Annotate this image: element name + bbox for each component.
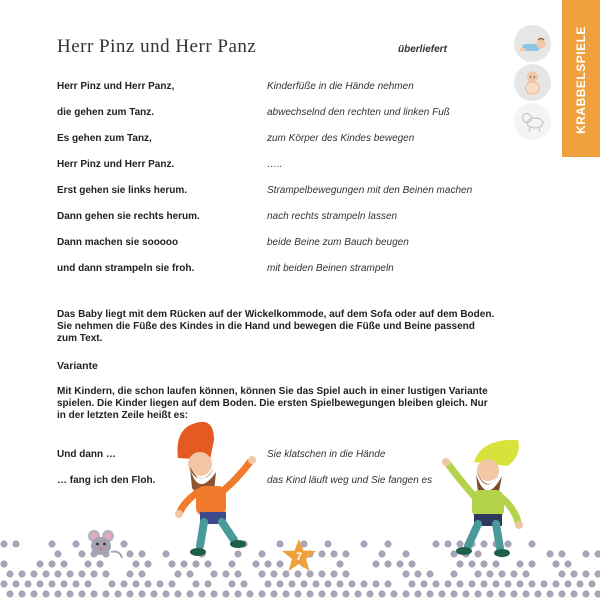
ground-dot [342,590,349,597]
ground-dot [318,590,325,597]
ground-dot [210,590,217,597]
ground-dot [282,590,289,597]
ground-dot [234,570,241,577]
ground-dot [402,550,409,557]
ground-dot [54,570,61,577]
ground-dot [378,550,385,557]
ground-dot [426,570,433,577]
ground-dot [12,540,19,547]
section-tab-label: KRABBELSPIELE [574,26,588,134]
ground-dot [402,570,409,577]
ground-dot [450,590,457,597]
ground-dot [138,590,145,597]
ground-dot [516,580,523,587]
variant-paragraph: Mit Kindern, die schon laufen können, können Sie das Spiel auch in einer lustigen Variante spielen. Die Kinder liegen auf dem Boden. Die ersten Spielbewegungen bleiben gleich. Nur in der letzten Zeile heißt es: [57,386,488,421]
ground-dot [264,560,271,567]
ground-dot [330,590,337,597]
ground-dot [72,580,79,587]
ground-dot [228,580,235,587]
ground-dot [60,580,67,587]
ground-dot [288,580,295,587]
ground-dot [420,580,427,587]
ground-dot [66,590,73,597]
verse-action: Strampelbewegungen mit den Beinen machen [267,185,473,196]
ground-dot [78,590,85,597]
ground-dot [156,580,163,587]
ground-dot [270,570,277,577]
baby-lying-icon [514,25,551,62]
ground-dot [234,590,241,597]
ground-dot [408,580,415,587]
ground-dot [90,570,97,577]
ground-dot [558,570,565,577]
ground-dot [48,540,55,547]
intro-paragraph: Das Baby liegt mit dem Rücken auf der Wickelkommode, auf dem Sofa oder auf dem Boden. Sie nehmen die Füße des Kindes in die Hand und bewegen die Füße und Beine passend zum Text. [57,309,495,344]
ground-dot [30,590,37,597]
ground-dot [54,550,61,557]
verse-action: Kinderfüße in die Hände nehmen [267,81,414,92]
ground-dot [546,590,553,597]
ground-dot [366,590,373,597]
gnome-red-hat-illustration [170,418,260,568]
ground-dot [318,550,325,557]
ground-dot [132,580,139,587]
ground-dot [450,570,457,577]
ground-dot [174,570,181,577]
ground-dot [582,570,589,577]
ground-dot [144,580,151,587]
ground-dot [354,590,361,597]
verse-action: nach rechts strampeln lassen [267,211,398,222]
page-title: Herr Pinz und Herr Panz [57,36,257,57]
page-subtitle: überliefert [398,44,447,55]
ground-dot [186,570,193,577]
ground-dot [258,570,265,577]
ground-dot [90,590,97,597]
ground-dot [396,560,403,567]
ground-dot [468,580,475,587]
variant-action: das Kind läuft weg und Sie fangen es [267,475,433,486]
ground-dot [66,570,73,577]
variant-action: Sie klatschen in die Hände [267,449,386,460]
ground-dot [582,550,589,557]
ground-dot [162,590,169,597]
ground-dot [540,580,547,587]
ground-dot [480,580,487,587]
ground-dot [192,580,199,587]
ground-dot [174,590,181,597]
ground-dot [582,590,589,597]
ground-dot [246,590,253,597]
ground-dot [360,580,367,587]
verse-action: zum Körper des Kindes bewegen [267,133,415,144]
ground-dot [408,560,415,567]
ground-dot [36,580,43,587]
verse-line: Herr Pinz und Herr Panz. [57,159,175,170]
ground-dot [18,570,25,577]
ground-dot [528,560,535,567]
verse-line: die gehen zum Tanz. [57,107,155,118]
ground-dot [48,560,55,567]
ground-dot [306,590,313,597]
ground-dot [594,590,600,597]
ground-dot [240,580,247,587]
ground-dot [72,540,79,547]
ground-dot [270,590,277,597]
ground-dot [144,560,151,567]
ground-dot [594,550,600,557]
verse-line: Dann gehen sie rechts herum. [57,211,200,222]
ground-dot [0,580,7,587]
ground-dot [60,560,67,567]
ground-dot [474,570,481,577]
ground-dot [576,580,583,587]
ground-dot [12,580,19,587]
verse-action: ….. [267,159,283,170]
ground-dot [474,590,481,597]
baby-sitting-icon [514,64,551,101]
ground-dot [258,590,265,597]
ground-dot [348,580,355,587]
ground-dot [336,580,343,587]
ground-dot [102,570,109,577]
page-number: 7 [295,551,303,563]
ground-dot [372,580,379,587]
ground-dot [390,590,397,597]
ground-dot [120,580,127,587]
ground-dot [552,560,559,567]
ground-dot [18,590,25,597]
baby-crawling-icon [514,103,551,140]
ground-dot [522,590,529,597]
verse-action: mit beiden Beinen strampeln [267,263,394,274]
ground-dot [486,590,493,597]
ground-dot [486,570,493,577]
ground-dot [564,560,571,567]
ground-dot [324,540,331,547]
ground-dot [384,580,391,587]
ground-dot [78,570,85,577]
ground-dot [570,570,577,577]
ground-dot [114,590,121,597]
variant-line: … fang ich den Floh. [57,475,156,486]
ground-dot [384,560,391,567]
ground-dot [432,580,439,587]
ground-dot [204,580,211,587]
ground-dot [132,560,139,567]
ground-dot [168,580,175,587]
verse-line: und dann strampeln sie froh. [57,263,195,274]
ground-dot [528,580,535,587]
ground-dot [456,580,463,587]
variant-line: Und dann … [57,449,116,460]
ground-dot [498,590,505,597]
ground-dot [138,550,145,557]
ground-dot [48,580,55,587]
ground-dot [84,580,91,587]
ground-dot [510,590,517,597]
ground-dot [300,580,307,587]
ground-dot [504,580,511,587]
ground-dot [384,540,391,547]
ground-dot [546,550,553,557]
ground-dot [264,580,271,587]
verse-line: Erst gehen sie links herum. [57,185,188,196]
ground-dot [30,570,37,577]
ground-dot [162,550,169,557]
ground-dot [276,580,283,587]
ground-dot [102,590,109,597]
ground-dot [570,590,577,597]
ground-dot [210,570,217,577]
ground-dot [42,590,49,597]
ground-dot [402,590,409,597]
ground-dot [24,580,31,587]
ground-dot [594,570,600,577]
verse-line: Dann machen sie sooooo [57,237,179,248]
ground-dot [138,570,145,577]
ground-dot [330,550,337,557]
gnome-yellow-hat-illustration [438,436,528,566]
ground-dot [150,590,157,597]
verse-action: beide Beine zum Bauch beugen [267,237,409,248]
ground-dot [414,570,421,577]
ground-dot [330,570,337,577]
ground-dot [336,560,343,567]
ground-dot [126,570,133,577]
ground-dot [126,590,133,597]
ground-dot [222,590,229,597]
section-tab [562,0,600,157]
ground-dot [372,560,379,567]
ground-dot [438,590,445,597]
ground-dot [558,550,565,557]
ground-dot [186,590,193,597]
ground-dot [426,590,433,597]
ground-dot [0,540,7,547]
ground-dot [222,570,229,577]
ground-dot [36,560,43,567]
ground-dot [378,590,385,597]
ground-dot [564,580,571,587]
ground-dot [54,590,61,597]
ground-dot [6,570,13,577]
ground-dot [510,570,517,577]
ground-dot [198,590,205,597]
ground-dot [588,580,595,587]
mouse-illustration [84,528,126,562]
ground-dot [492,580,499,587]
ground-dot [498,570,505,577]
ground-dot [0,560,7,567]
ground-dot [6,590,13,597]
ground-dot [534,590,541,597]
ground-dot [108,580,115,587]
ground-dot [324,580,331,587]
verse-line: Herr Pinz und Herr Panz, [57,81,175,92]
ground-dot [42,570,49,577]
ground-dot [552,580,559,587]
ground-dot [342,570,349,577]
ground-dot [558,590,565,597]
ground-dot [312,580,319,587]
ground-dot [360,540,367,547]
ground-dot [522,570,529,577]
ground-dot [294,590,301,597]
ground-dot [342,550,349,557]
ground-dot [318,570,325,577]
verse-line: Es gehen zum Tanz, [57,133,152,144]
ground-dot [414,590,421,597]
variant-heading: Variante [57,360,98,372]
ground-dot [528,540,535,547]
ground-dot [444,580,451,587]
verse-action: abwechselnd den rechten und linken Fuß [267,107,450,118]
ground-dot [126,550,133,557]
ground-dot [462,590,469,597]
